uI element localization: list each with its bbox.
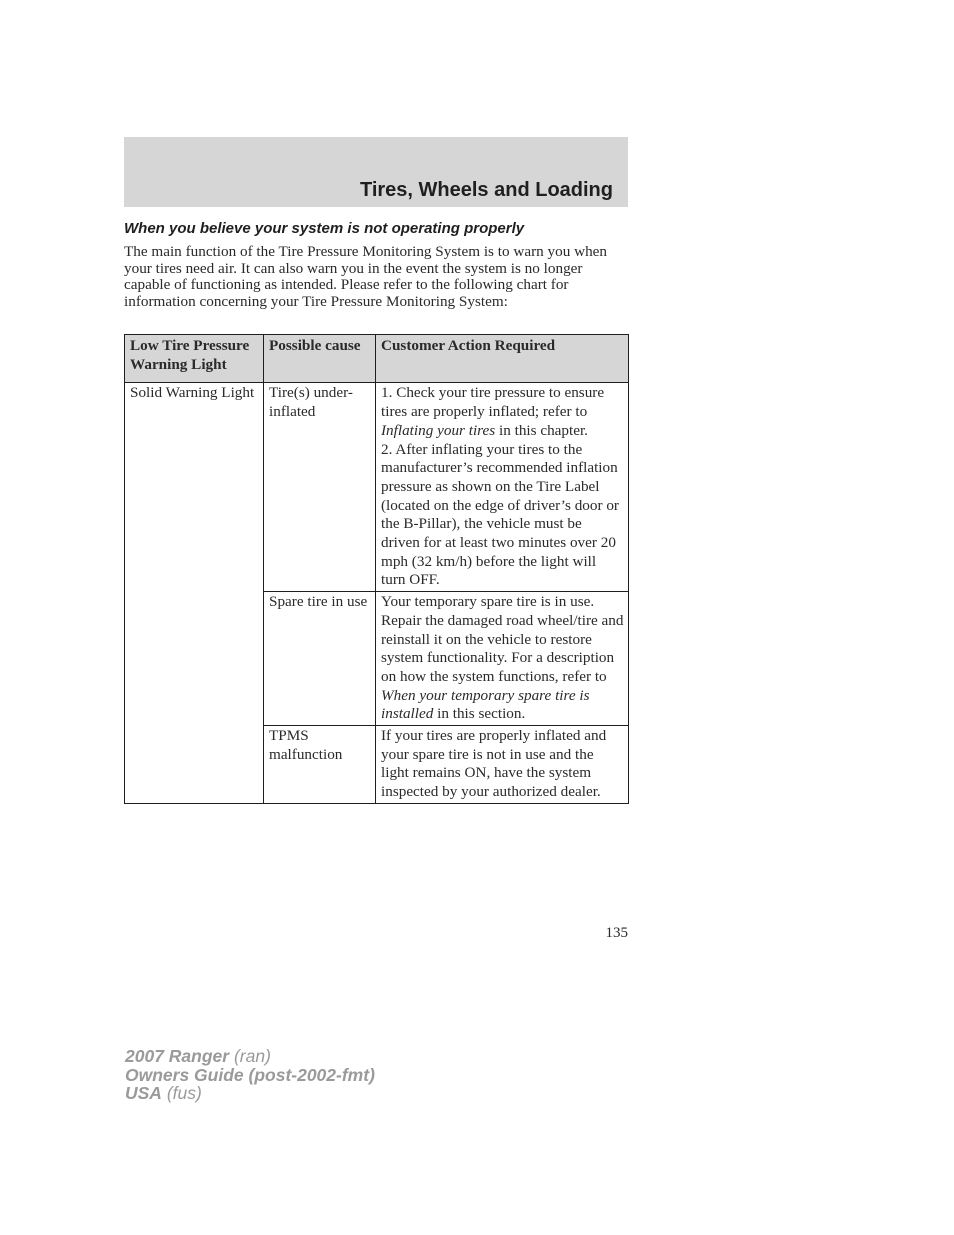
table-row (125, 383, 629, 592)
action-text: in this chapter. (495, 421, 588, 439)
document-footer (125, 1047, 375, 1103)
action-reference: When your temporary spare tire is installed (381, 686, 590, 723)
subsection-heading: When you believe your system is not operating properly (124, 220, 525, 237)
footer-line-model: 2007 Ranger (ran) (125, 1046, 271, 1066)
action-cell (376, 726, 629, 804)
cause-cell: Spare tire in use (264, 592, 376, 726)
section-title: Tires, Wheels and Loading (359, 179, 613, 201)
cause-cell: TPMS malfunction (264, 726, 376, 804)
header-customer-action: Customer Action Required (376, 335, 629, 383)
header-warning-light: Low Tire Pressure Warning Light (125, 335, 264, 383)
footer-line-market: USA (fus) (125, 1083, 202, 1103)
action-cell (376, 383, 629, 592)
tpms-chart-table (124, 334, 629, 804)
action-text: 1. Check your tire pressure to ensure tires are properly inflated; refer to (381, 384, 605, 421)
footer-line-guide: Owners Guide (post-2002-fmt) (125, 1064, 375, 1085)
warning-light-cell: Solid Warning Light (125, 383, 264, 803)
section-header-band (124, 137, 628, 207)
action-text: in this section. (433, 705, 526, 723)
action-text: Your temporary spare tire is in use. Repair the damaged road wheel/tire and reinstall it on the vehicle to restore system functionality. For a description on how the system functions, refer to (381, 593, 624, 685)
page-number: 135 (605, 925, 628, 941)
header-possible-cause: Possible cause (264, 335, 376, 383)
action-cell (376, 592, 629, 726)
cause-cell: Tire(s) under-inflated (264, 383, 376, 592)
table-header-row (125, 335, 629, 383)
intro-paragraph: The main function of the Tire Pressure Monitoring System is to warn you when your tires need air. It can also warn you in the event the system is no longer capable of functioning as intended. Please refer to the following chart for information concerning your Tire Pressure Monitoring System: (124, 243, 607, 310)
action-text: 2. After inflating your tires to the manufacturer’s recommended inflation pressure as shown on the Tire Label (located on the edge of driver’s door or the B-Pillar), the vehicle must be driven for at least two minutes over 20 mph (32 km/h) before the light will turn OFF. (381, 440, 619, 589)
action-text: If your tires are properly inflated and your spare tire is not in use and the light remains ON, have the system inspected by your authorized dealer. (381, 727, 607, 801)
action-reference: Inflating your tires (381, 421, 496, 439)
